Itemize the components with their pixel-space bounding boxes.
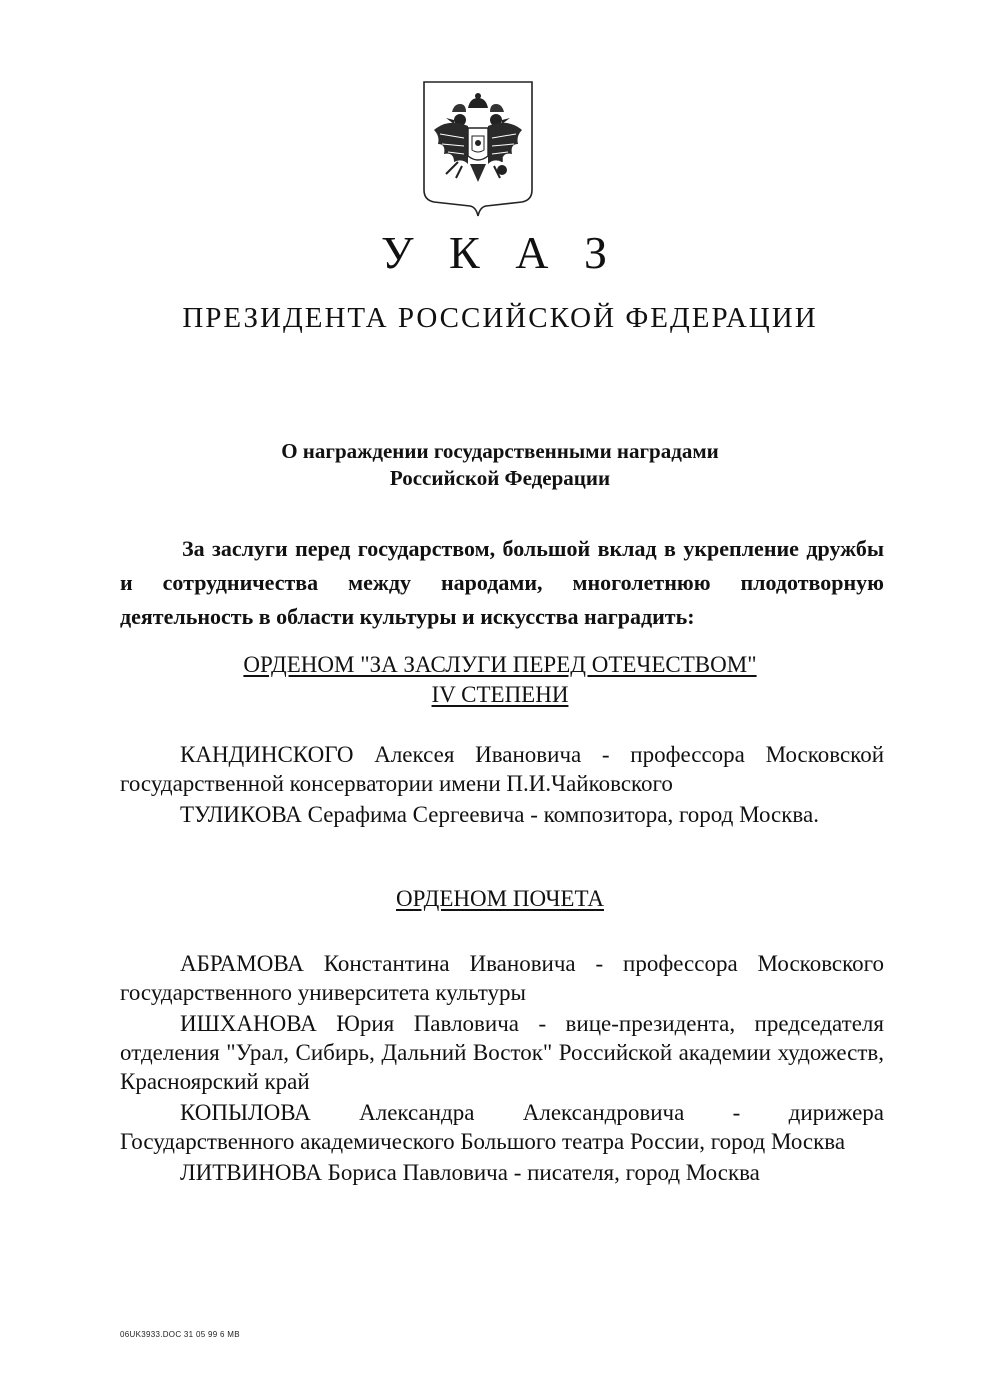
coat-of-arms-icon <box>418 78 538 220</box>
award-heading-line-1: ОРДЕНОМ ПОЧЕТА <box>396 886 604 911</box>
document-code: 06UK3933.DOC 31 05 99 6 MB <box>120 1330 240 1339</box>
award-heading-line-2: IV СТЕПЕНИ <box>431 682 569 707</box>
recipient-list-order-of-honour <box>120 949 884 1189</box>
decree-subject-line-1: О награждении государственными наградами <box>281 439 719 463</box>
decree-issuer: ПРЕЗИДЕНТА РОССИЙСКОЙ ФЕДЕРАЦИИ <box>182 302 818 334</box>
decree-subject <box>0 438 1000 492</box>
award-heading-order-for-merit <box>0 650 1000 710</box>
award-heading-line-1: ОРДЕНОМ "ЗА ЗАСЛУГИ ПЕРЕД ОТЕЧЕСТВОМ" <box>243 652 757 677</box>
recipient-entry: КОПЫЛОВА Александра Александровича - дирижера Государственного академического Большого театра России, город Москва <box>120 1100 884 1154</box>
recipient-list-order-for-merit <box>120 740 884 831</box>
decree-subject-line-2: Российской Федерации <box>389 466 611 490</box>
recipient-entry: ЛИТВИНОВА Бориса Павловича - писателя, город Москва <box>180 1160 760 1185</box>
recipient-entry: ИШХАНОВА Юрия Павловича - вице-президента, председателя отделения "Урал, Сибирь, Дальний Восток" Российской академии художеств, Красноярский край <box>120 1011 884 1094</box>
recipient-entry: КАНДИНСКОГО Алексея Ивановича - профессора Московской государственной консерватории имени П.И.Чайковского <box>120 742 884 796</box>
decree-preamble: За заслуги перед государством, большой вклад в укрепление дружбы и сотрудничества между народами, многолетнюю плодотворную деятельность в области культуры и искусства наградить: <box>120 536 884 629</box>
decree-title: У К А З <box>380 227 619 278</box>
recipient-entry: АБРАМОВА Константина Ивановича - профессора Московского государственного университета культуры <box>120 951 884 1005</box>
recipient-entry: ТУЛИКОВА Серафима Сергеевича - композитора, город Москва. <box>180 802 819 827</box>
award-heading-order-of-honour <box>0 884 1000 914</box>
